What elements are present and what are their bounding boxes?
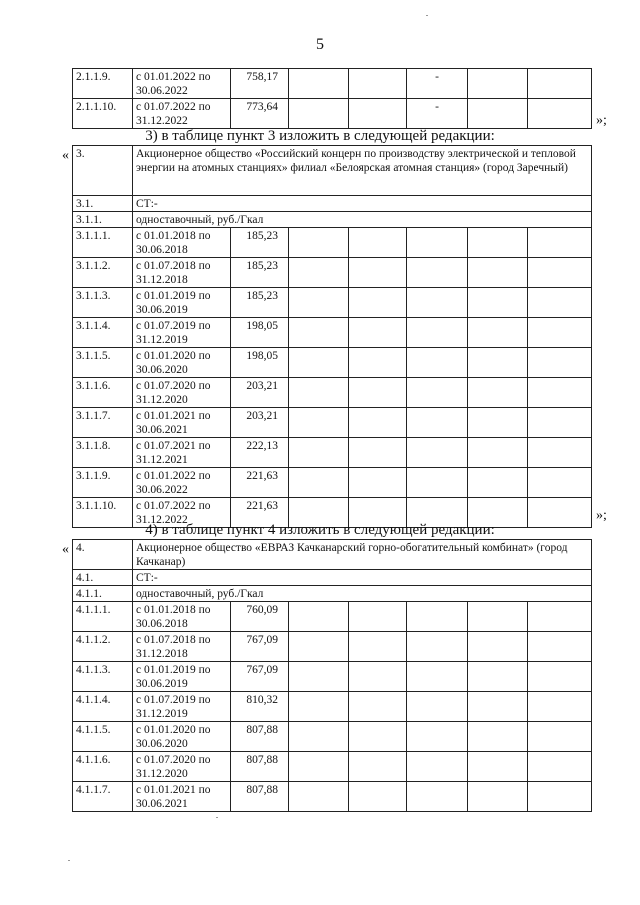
row-value: 807,88: [231, 722, 289, 752]
table-row: [73, 258, 592, 288]
row-period: с 01.07.2019 по 31.12.2019: [133, 692, 231, 722]
empty-cell: [349, 438, 407, 468]
empty-cell: [468, 228, 528, 258]
empty-cell: [468, 288, 528, 318]
row-period: с 01.01.2020 по 30.06.2020: [133, 348, 231, 378]
table-row: [73, 99, 592, 129]
row-code: 3.1.1.4.: [73, 318, 133, 348]
row-period: с 01.01.2021 по 30.06.2021: [133, 408, 231, 438]
row-period: с 01.07.2019 по 31.12.2019: [133, 318, 231, 348]
row-code: 4.1.1.1.: [73, 602, 133, 632]
empty-cell: [349, 69, 407, 99]
st-label: СТ:-: [133, 570, 592, 586]
tariff-label: одноставочный, руб./Гкал: [133, 586, 592, 602]
empty-cell: [407, 228, 468, 258]
empty-cell: [349, 632, 407, 662]
empty-cell: [289, 99, 349, 129]
empty-cell: [468, 99, 528, 129]
empty-cell: [407, 602, 468, 632]
empty-cell: [349, 288, 407, 318]
empty-cell: [468, 69, 528, 99]
empty-cell: [407, 782, 468, 812]
row-period: с 01.01.2018 по 30.06.2018: [133, 228, 231, 258]
row-value: 221,63: [231, 498, 289, 528]
table-row: [73, 782, 592, 812]
row-period: с 01.07.2020 по 31.12.2020: [133, 752, 231, 782]
row-period: с 01.07.2018 по 31.12.2018: [133, 258, 231, 288]
empty-cell: [349, 692, 407, 722]
empty-cell: [468, 318, 528, 348]
scan-speck: [216, 817, 218, 818]
empty-cell: [289, 288, 349, 318]
empty-cell: [289, 752, 349, 782]
empty-cell: [528, 378, 592, 408]
empty-cell: [468, 632, 528, 662]
row-code: 2.1.1.10.: [73, 99, 133, 129]
empty-cell: [349, 378, 407, 408]
empty-cell: [468, 378, 528, 408]
row-code: 3.1.1.3.: [73, 288, 133, 318]
empty-cell: [468, 468, 528, 498]
row-period: с 01.01.2018 по 30.06.2018: [133, 602, 231, 632]
st-label: СТ:-: [133, 196, 592, 212]
empty-cell: [468, 408, 528, 438]
row-code: 3.1.1.7.: [73, 408, 133, 438]
page-number: 5: [316, 36, 324, 53]
empty-cell: [528, 782, 592, 812]
empty-cell: [289, 228, 349, 258]
table-row: [73, 632, 592, 662]
empty-cell: [468, 348, 528, 378]
empty-cell: [349, 408, 407, 438]
empty-cell: [528, 722, 592, 752]
row-value: 810,32: [231, 692, 289, 722]
empty-cell: [289, 468, 349, 498]
empty-cell: [528, 348, 592, 378]
table-row: [73, 752, 592, 782]
empty-cell: [528, 662, 592, 692]
item-number: 4.: [73, 540, 133, 570]
row-code: 3.1.1.1.: [73, 228, 133, 258]
organization-name: Акционерное общество «ЕВРАЗ Качканарский горно-обогатительный комбинат» (город Качканар): [133, 540, 592, 570]
empty-cell: [407, 258, 468, 288]
row-period: с 01.07.2021 по 31.12.2021: [133, 438, 231, 468]
row-value: 203,21: [231, 378, 289, 408]
empty-cell: [289, 438, 349, 468]
closing-quote: »;: [596, 508, 607, 523]
row-value: 222,13: [231, 438, 289, 468]
tariff-code: 3.1.1.: [73, 212, 133, 228]
empty-cell: [528, 438, 592, 468]
item-number: 3.: [73, 146, 133, 196]
empty-cell: [349, 228, 407, 258]
empty-cell: [468, 782, 528, 812]
empty-cell: [349, 318, 407, 348]
empty-cell: [349, 99, 407, 129]
empty-cell: [528, 692, 592, 722]
table-row: [73, 602, 592, 632]
empty-cell: [407, 468, 468, 498]
table-row: [73, 378, 592, 408]
empty-cell: [289, 348, 349, 378]
row-value: 767,09: [231, 662, 289, 692]
empty-cell: [289, 408, 349, 438]
table-row: [73, 692, 592, 722]
row-code: 3.1.1.10.: [73, 498, 133, 528]
empty-cell: [468, 752, 528, 782]
row-value: 760,09: [231, 602, 289, 632]
row-code: 3.1.1.6.: [73, 378, 133, 408]
empty-cell: [528, 228, 592, 258]
empty-cell: [349, 258, 407, 288]
empty-cell: [528, 752, 592, 782]
row-period: с 01.01.2020 по 30.06.2020: [133, 722, 231, 752]
empty-cell: [528, 408, 592, 438]
table-row: [73, 662, 592, 692]
row-value: 185,23: [231, 228, 289, 258]
row-period: с 01.07.2022 по 31.12.2022: [133, 498, 231, 528]
table-row: [73, 348, 592, 378]
row-value: 807,88: [231, 752, 289, 782]
scan-speck: [426, 15, 428, 16]
row-period: с 01.07.2018 по 31.12.2018: [133, 632, 231, 662]
empty-cell: [407, 378, 468, 408]
empty-cell: [407, 348, 468, 378]
row-code: 4.1.1.6.: [73, 752, 133, 782]
empty-cell: [528, 69, 592, 99]
tariff-code: 4.1.1.: [73, 586, 133, 602]
empty-cell: [407, 408, 468, 438]
empty-cell: [289, 378, 349, 408]
scan-speck: [68, 860, 70, 861]
row-period: с 01.01.2022 по 30.06.2022: [133, 468, 231, 498]
table-row: [73, 318, 592, 348]
tariff-table-item-2: [72, 68, 592, 129]
row-period: с 01.01.2021 по 30.06.2021: [133, 782, 231, 812]
row-value: 221,63: [231, 468, 289, 498]
empty-cell: [349, 468, 407, 498]
row-value: 773,64: [231, 99, 289, 129]
empty-cell: [528, 318, 592, 348]
empty-cell: [289, 692, 349, 722]
empty-cell: [407, 632, 468, 662]
tariff-table-item-4: [72, 539, 592, 812]
empty-cell: [349, 602, 407, 632]
empty-cell: [349, 782, 407, 812]
empty-cell: [468, 258, 528, 288]
row-mark: -: [407, 99, 468, 129]
empty-cell: [407, 752, 468, 782]
row-period: с 01.01.2019 по 30.06.2019: [133, 662, 231, 692]
row-value: 185,23: [231, 288, 289, 318]
st-code: 4.1.: [73, 570, 133, 586]
row-code: 4.1.1.3.: [73, 662, 133, 692]
table-row: [73, 438, 592, 468]
empty-cell: [407, 662, 468, 692]
empty-cell: [468, 662, 528, 692]
empty-cell: [407, 692, 468, 722]
empty-cell: [468, 438, 528, 468]
empty-cell: [407, 722, 468, 752]
row-value: 203,21: [231, 408, 289, 438]
row-code: 4.1.1.7.: [73, 782, 133, 812]
empty-cell: [289, 632, 349, 662]
empty-cell: [289, 258, 349, 288]
empty-cell: [407, 318, 468, 348]
row-code: 4.1.1.5.: [73, 722, 133, 752]
row-code: 3.1.1.2.: [73, 258, 133, 288]
empty-cell: [528, 602, 592, 632]
empty-cell: [468, 722, 528, 752]
table-row: [73, 69, 592, 99]
empty-cell: [528, 632, 592, 662]
empty-cell: [528, 99, 592, 129]
row-value: 767,09: [231, 632, 289, 662]
empty-cell: [407, 438, 468, 468]
row-value: 758,17: [231, 69, 289, 99]
opening-quote: «: [62, 148, 69, 163]
section-4-heading: 4) в таблице пункт 4 изложить в следующей редакции:: [145, 522, 495, 538]
empty-cell: [289, 602, 349, 632]
table-row: [73, 228, 592, 258]
empty-cell: [528, 258, 592, 288]
empty-cell: [349, 752, 407, 782]
empty-cell: [289, 722, 349, 752]
row-value: 807,88: [231, 782, 289, 812]
row-code: 3.1.1.5.: [73, 348, 133, 378]
row-value: 198,05: [231, 348, 289, 378]
empty-cell: [407, 288, 468, 318]
row-period: с 01.07.2020 по 31.12.2020: [133, 378, 231, 408]
row-period: с 01.01.2019 по 30.06.2019: [133, 288, 231, 318]
row-period: с 01.07.2022 по 31.12.2022: [133, 99, 231, 129]
row-code: 4.1.1.4.: [73, 692, 133, 722]
table-row: [73, 408, 592, 438]
table-row: [73, 468, 592, 498]
st-code: 3.1.: [73, 196, 133, 212]
tariff-table-item-3: [72, 145, 592, 528]
closing-quote: »;: [596, 113, 607, 128]
row-period: с 01.01.2022 по 30.06.2022: [133, 69, 231, 99]
row-value: 198,05: [231, 318, 289, 348]
empty-cell: [289, 662, 349, 692]
table-row: [73, 722, 592, 752]
table-row: [73, 288, 592, 318]
empty-cell: [349, 722, 407, 752]
opening-quote: «: [62, 542, 69, 557]
empty-cell: [468, 602, 528, 632]
row-mark: -: [407, 69, 468, 99]
empty-cell: [468, 692, 528, 722]
row-code: 3.1.1.8.: [73, 438, 133, 468]
empty-cell: [528, 468, 592, 498]
row-value: 185,23: [231, 258, 289, 288]
organization-name: Акционерное общество «Российский концерн по производству электрической и тепловой энергии на атомных станциях» филиал «Белоярская атомная станция» (город Заречный): [133, 146, 592, 196]
section-3-heading: 3) в таблице пункт 3 изложить в следующей редакции:: [145, 128, 495, 144]
empty-cell: [289, 318, 349, 348]
row-code: 2.1.1.9.: [73, 69, 133, 99]
row-code: 3.1.1.9.: [73, 468, 133, 498]
row-code: 4.1.1.2.: [73, 632, 133, 662]
empty-cell: [289, 782, 349, 812]
empty-cell: [349, 348, 407, 378]
tariff-label: одноставочный, руб./Гкал: [133, 212, 592, 228]
empty-cell: [349, 662, 407, 692]
empty-cell: [289, 69, 349, 99]
empty-cell: [528, 288, 592, 318]
